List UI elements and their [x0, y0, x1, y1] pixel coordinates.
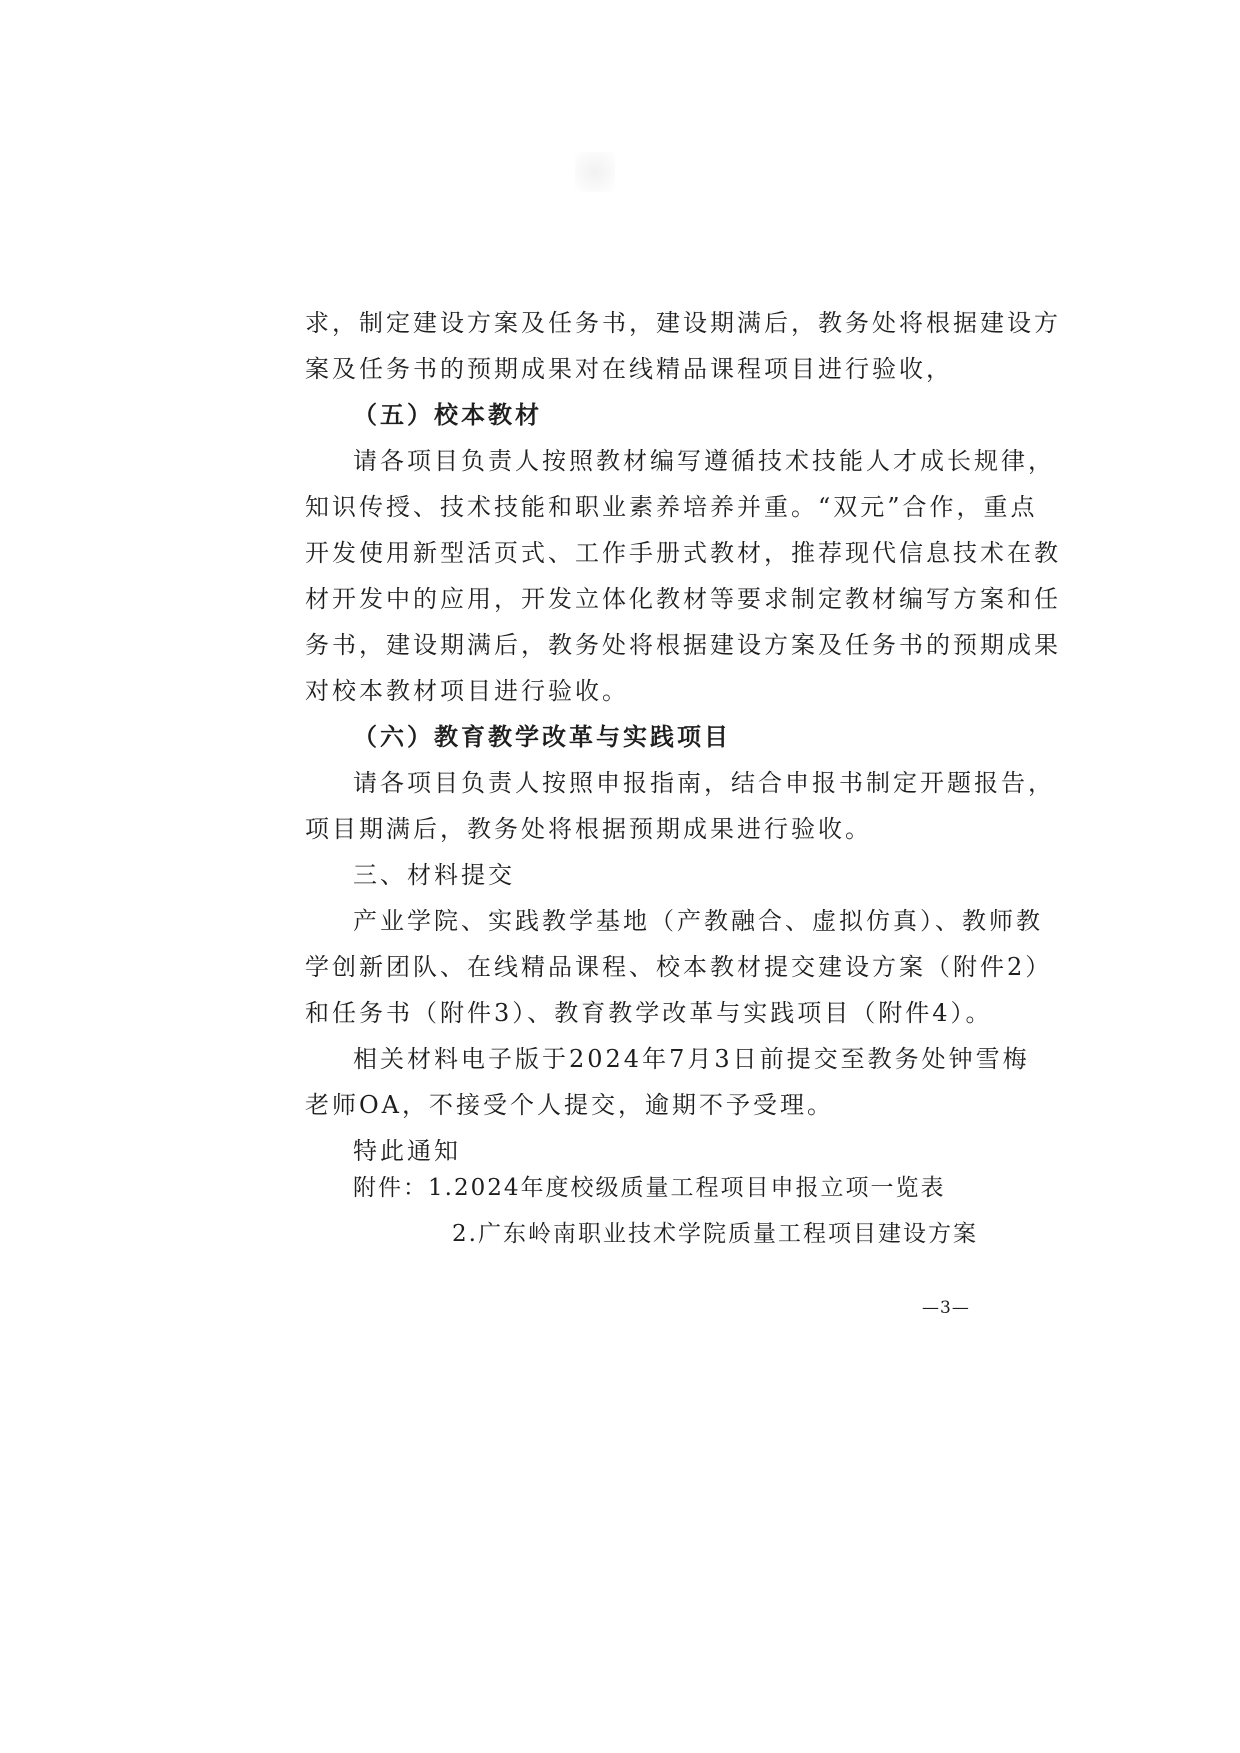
section-heading-5: （五）校本教材 [353, 400, 542, 429]
paragraph-line: 材开发中的应用，开发立体化教材等要求制定教材编写方案和任 [305, 585, 1061, 613]
paragraph-line: 相关材料电子版于2024年7月3日前提交至教务处钟雪梅 [353, 1045, 1030, 1073]
paragraph-line: 请各项目负责人按照申报指南，结合申报书制定开题报告， [353, 769, 1055, 797]
paragraph-line: 务书，建设期满后，教务处将根据建设方案及任务书的预期成果 [305, 631, 1061, 659]
paragraph-line: 和任务书（附件3）、教育教学改革与实践项目（附件4）。 [305, 999, 993, 1027]
section-heading-3: 三、材料提交 [353, 861, 515, 889]
attachment-item: 附件：1.2024年度校级质量工程项目申报立项一览表 [353, 1175, 946, 1201]
paragraph-line: 老师OA，不接受个人提交，逾期不予受理。 [305, 1091, 835, 1119]
paragraph-line: 知识传授、技术技能和职业素养培养并重。“双元”合作，重点 [305, 493, 1038, 521]
paragraph-line: 学创新团队、在线精品课程、校本教材提交建设方案（附件2） [305, 953, 1053, 981]
closing-line: 特此通知 [353, 1137, 461, 1165]
paragraph-line: 开发使用新型活页式、工作手册式教材，推荐现代信息技术在教 [305, 539, 1061, 567]
paragraph-line: 项目期满后，教务处将根据预期成果进行验收。 [305, 815, 872, 843]
paragraph-line: 求，制定建设方案及任务书，建设期满后，教务处将根据建设方 [305, 309, 1061, 337]
paragraph-line: 请各项目负责人按照教材编写遵循技术技能人才成长规律， [353, 447, 1055, 475]
body-text [305, 300, 1061, 1174]
section-heading-6: （六）教育教学改革与实践项目 [353, 722, 731, 751]
page-number: —3— [922, 1298, 970, 1318]
paragraph-line: 案及任务书的预期成果对在线精品课程项目进行验收， [305, 355, 953, 383]
paragraph-line: 对校本教材项目进行验收。 [305, 677, 629, 705]
attachment-item: 2.广东岭南职业技术学院质量工程项目建设方案 [452, 1221, 978, 1247]
scan-smudge [575, 152, 615, 192]
paragraph-line: 产业学院、实践教学基地（产教融合、虚拟仿真）、教师教 [353, 907, 1043, 935]
attachments [353, 1165, 978, 1257]
